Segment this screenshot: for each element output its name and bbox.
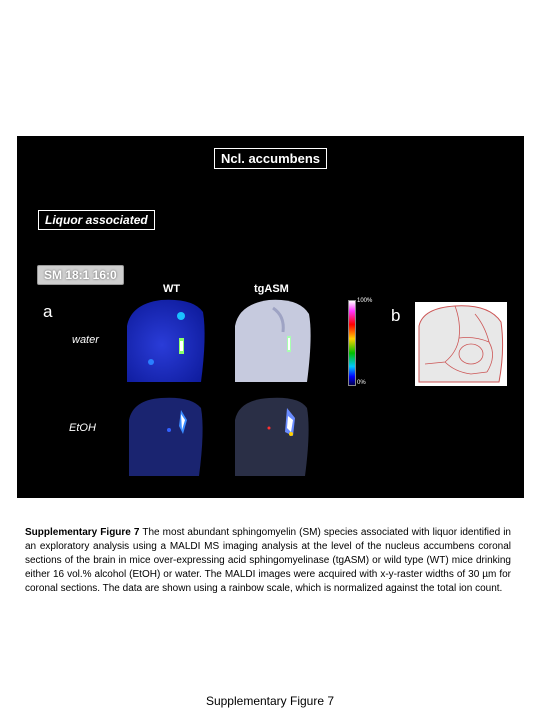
region-title: Ncl. accumbens bbox=[214, 148, 327, 169]
category-label: Liquor associated bbox=[38, 210, 155, 230]
wt-water-section bbox=[121, 296, 207, 386]
page-footer: Supplementary Figure 7 bbox=[205, 694, 335, 708]
caption-text: The most abundant sphingomyelin (SM) species associated with liquor identified in an exploratory analysis using a MALDI MS imaging analysis at the level of the nucleus accumbens coronal sections of the brain in mice over-expressing acid sphingomyelinase (tgASM) or wild type (WT) mice drinking either 16 vol.% alcohol (EtOH) or water. The MALDI images were acquired with x-y-raster widths of 30 µm for coronal sections. The data are shown using a rainbow scale, which is normalized against the total ion count. bbox=[25, 527, 511, 594]
scale-top-label: 100% bbox=[357, 298, 373, 304]
species-label: SM 18:1 16:0 bbox=[37, 265, 124, 285]
panel-b-letter: b bbox=[391, 306, 401, 325]
caption-heading: Supplementary Figure 7 bbox=[25, 527, 140, 538]
tgasm-etoh-section bbox=[229, 390, 313, 480]
brain-atlas-diagram bbox=[415, 302, 507, 386]
water-row-label: water bbox=[72, 334, 99, 346]
wt-etoh-section bbox=[121, 390, 207, 480]
etoh-row-label: EtOH bbox=[69, 422, 96, 434]
maldi-figure bbox=[17, 136, 524, 498]
tgasm-column-label: tgASM bbox=[254, 283, 289, 295]
tgasm-water-section bbox=[229, 296, 313, 386]
wt-column-label: WT bbox=[163, 283, 181, 295]
scale-bottom-label: 0% bbox=[357, 380, 366, 386]
panel-a-letter: a bbox=[43, 302, 53, 321]
figure-caption bbox=[25, 526, 511, 596]
rainbow-scale-bar bbox=[348, 300, 356, 386]
